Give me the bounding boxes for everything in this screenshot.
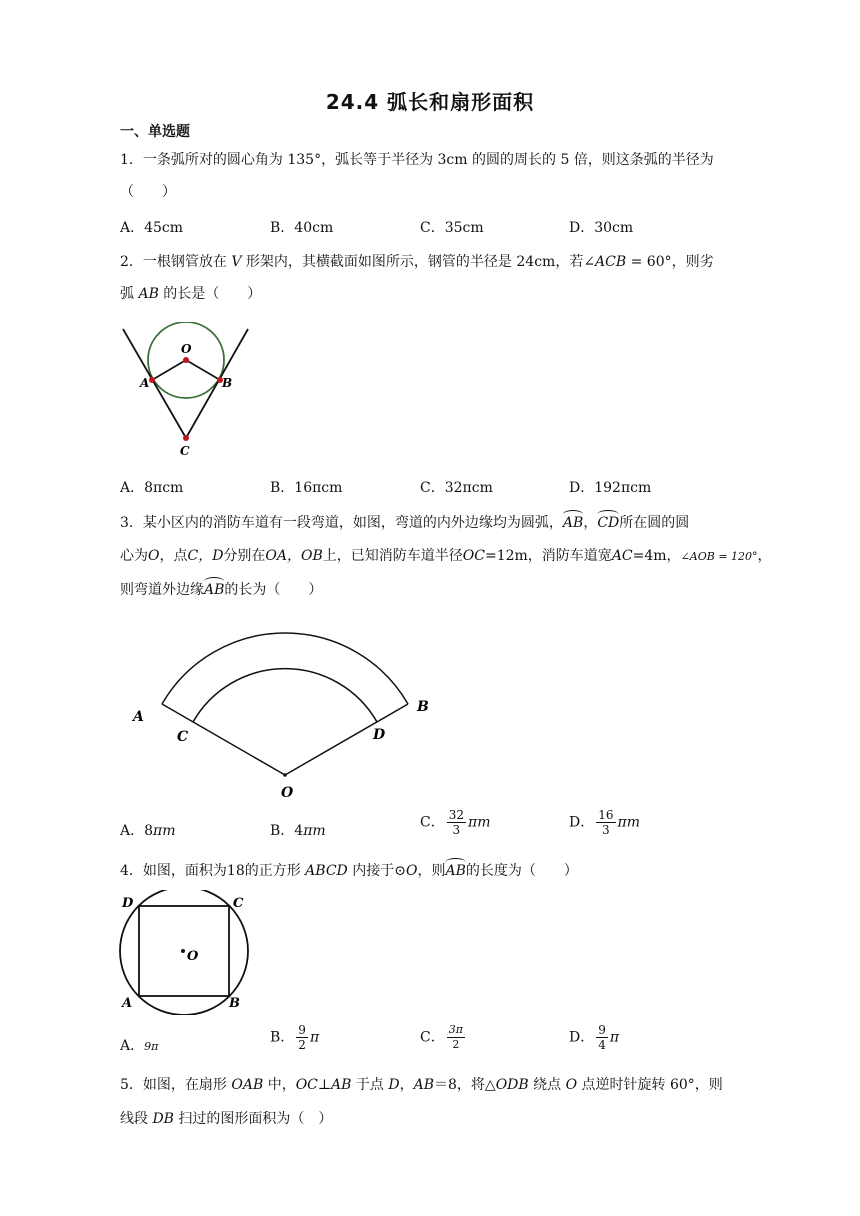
label-c: C xyxy=(177,729,189,745)
arc-ab-outer: AB xyxy=(204,578,224,598)
arc-ab: AB xyxy=(445,859,465,879)
label-b: B xyxy=(417,699,429,715)
q1-option-c[interactable]: C．35cm xyxy=(420,220,484,236)
q3-line2: 心为O，点C，D分别在OA，OB上，已知消防车道半径OC=12m，消防车道宽AC=4m，∠AOB = 120°， xyxy=(120,548,772,564)
label-a: A xyxy=(140,376,150,390)
q2-figure xyxy=(115,322,260,462)
label-b: B xyxy=(229,996,240,1011)
q1-line1: 1．一条弧所对的圆心角为 135°，弧长等于半径为 3cm 的圆的周长的 5 倍，则这条弧的半径为 xyxy=(120,152,714,168)
q1-option-d[interactable]: D．30cm xyxy=(569,220,634,236)
label-o: O xyxy=(187,949,199,964)
q3-figure xyxy=(125,610,445,805)
q2-option-a[interactable]: A．8πcm xyxy=(120,480,184,496)
point-c xyxy=(183,435,189,441)
radius-ob xyxy=(285,704,408,775)
q3-option-d[interactable]: D． $\frac{16}{3}$ πm xyxy=(569,808,640,837)
q2-line1: 2．一根钢管放在 V 形架内，其横截面如图所示，钢管的半径是 24cm，若∠ACB = 60°，则劣 xyxy=(120,254,714,270)
q2-option-d[interactable]: D．192πcm xyxy=(569,480,652,496)
label-o: O xyxy=(181,342,192,356)
q3-option-b[interactable]: B．4πm xyxy=(270,823,326,839)
label-c: C xyxy=(233,896,244,911)
q4-option-a[interactable]: A．9π xyxy=(120,1038,159,1054)
label-d: D xyxy=(122,896,134,911)
q2-line2: 弧 AB 的长是（ ） xyxy=(120,286,262,302)
label-o: O xyxy=(281,785,294,801)
q3-option-c[interactable]: C． $\frac{32}{3}$ πm xyxy=(420,808,491,837)
q4-option-d[interactable]: D． $\frac{9}{4}$ π xyxy=(569,1023,620,1052)
point-o xyxy=(283,773,287,777)
page-title: 24.4 弧长和扇形面积 xyxy=(325,90,535,114)
q1-line2: （ ） xyxy=(120,184,176,200)
point-o xyxy=(181,949,185,953)
inner-arc-cd xyxy=(193,669,377,722)
arc-cd: CD xyxy=(597,511,619,531)
q4-option-c[interactable]: C． $\frac{3\pi}{2}$ xyxy=(420,1023,463,1051)
v-frame-left xyxy=(123,329,186,438)
label-d: D xyxy=(373,727,386,743)
label-a: A xyxy=(133,709,144,725)
arc-ab: AB xyxy=(563,511,583,531)
q4-line1: 4．如图，面积为18的正方形 ABCD 内接于⊙O，则AB的长度为（ ） xyxy=(120,859,578,880)
point-o xyxy=(183,357,189,363)
radius-oa xyxy=(152,360,186,380)
v-frame-right xyxy=(186,329,248,438)
q2-option-c[interactable]: C．32πcm xyxy=(420,480,493,496)
q5-line2: 线段 DB 扫过的图形面积为（ ） xyxy=(120,1111,333,1127)
q2-option-b[interactable]: B．16πcm xyxy=(270,480,343,496)
radius-ob xyxy=(186,360,220,380)
q5-line1: 5．如图，在扇形 OAB 中，OC⊥AB 于点 D，AB＝8，将△ODB 绕点 O 点逆时针旋转 60°，则 xyxy=(120,1077,723,1093)
q3-line1: 3．某小区内的消防车道有一段弯道，如图，弯道的内外边缘均为圆弧，AB，CD所在圆的圆 xyxy=(120,511,689,532)
q1-option-a[interactable]: A．45cm xyxy=(120,220,184,236)
q3-line3: 则弯道外边缘AB的长为（ ） xyxy=(120,578,322,599)
q1-option-b[interactable]: B．40cm xyxy=(270,220,334,236)
label-c: C xyxy=(180,444,190,458)
label-a: A xyxy=(122,996,133,1011)
section-heading: 一、单选题 xyxy=(120,124,190,140)
q4-option-b[interactable]: B． $\frac{9}{2}$ π xyxy=(270,1023,320,1052)
label-b: B xyxy=(222,376,233,390)
q4-figure xyxy=(115,890,260,1015)
point-a xyxy=(149,377,155,383)
q3-option-a[interactable]: A．8πm xyxy=(120,823,176,839)
